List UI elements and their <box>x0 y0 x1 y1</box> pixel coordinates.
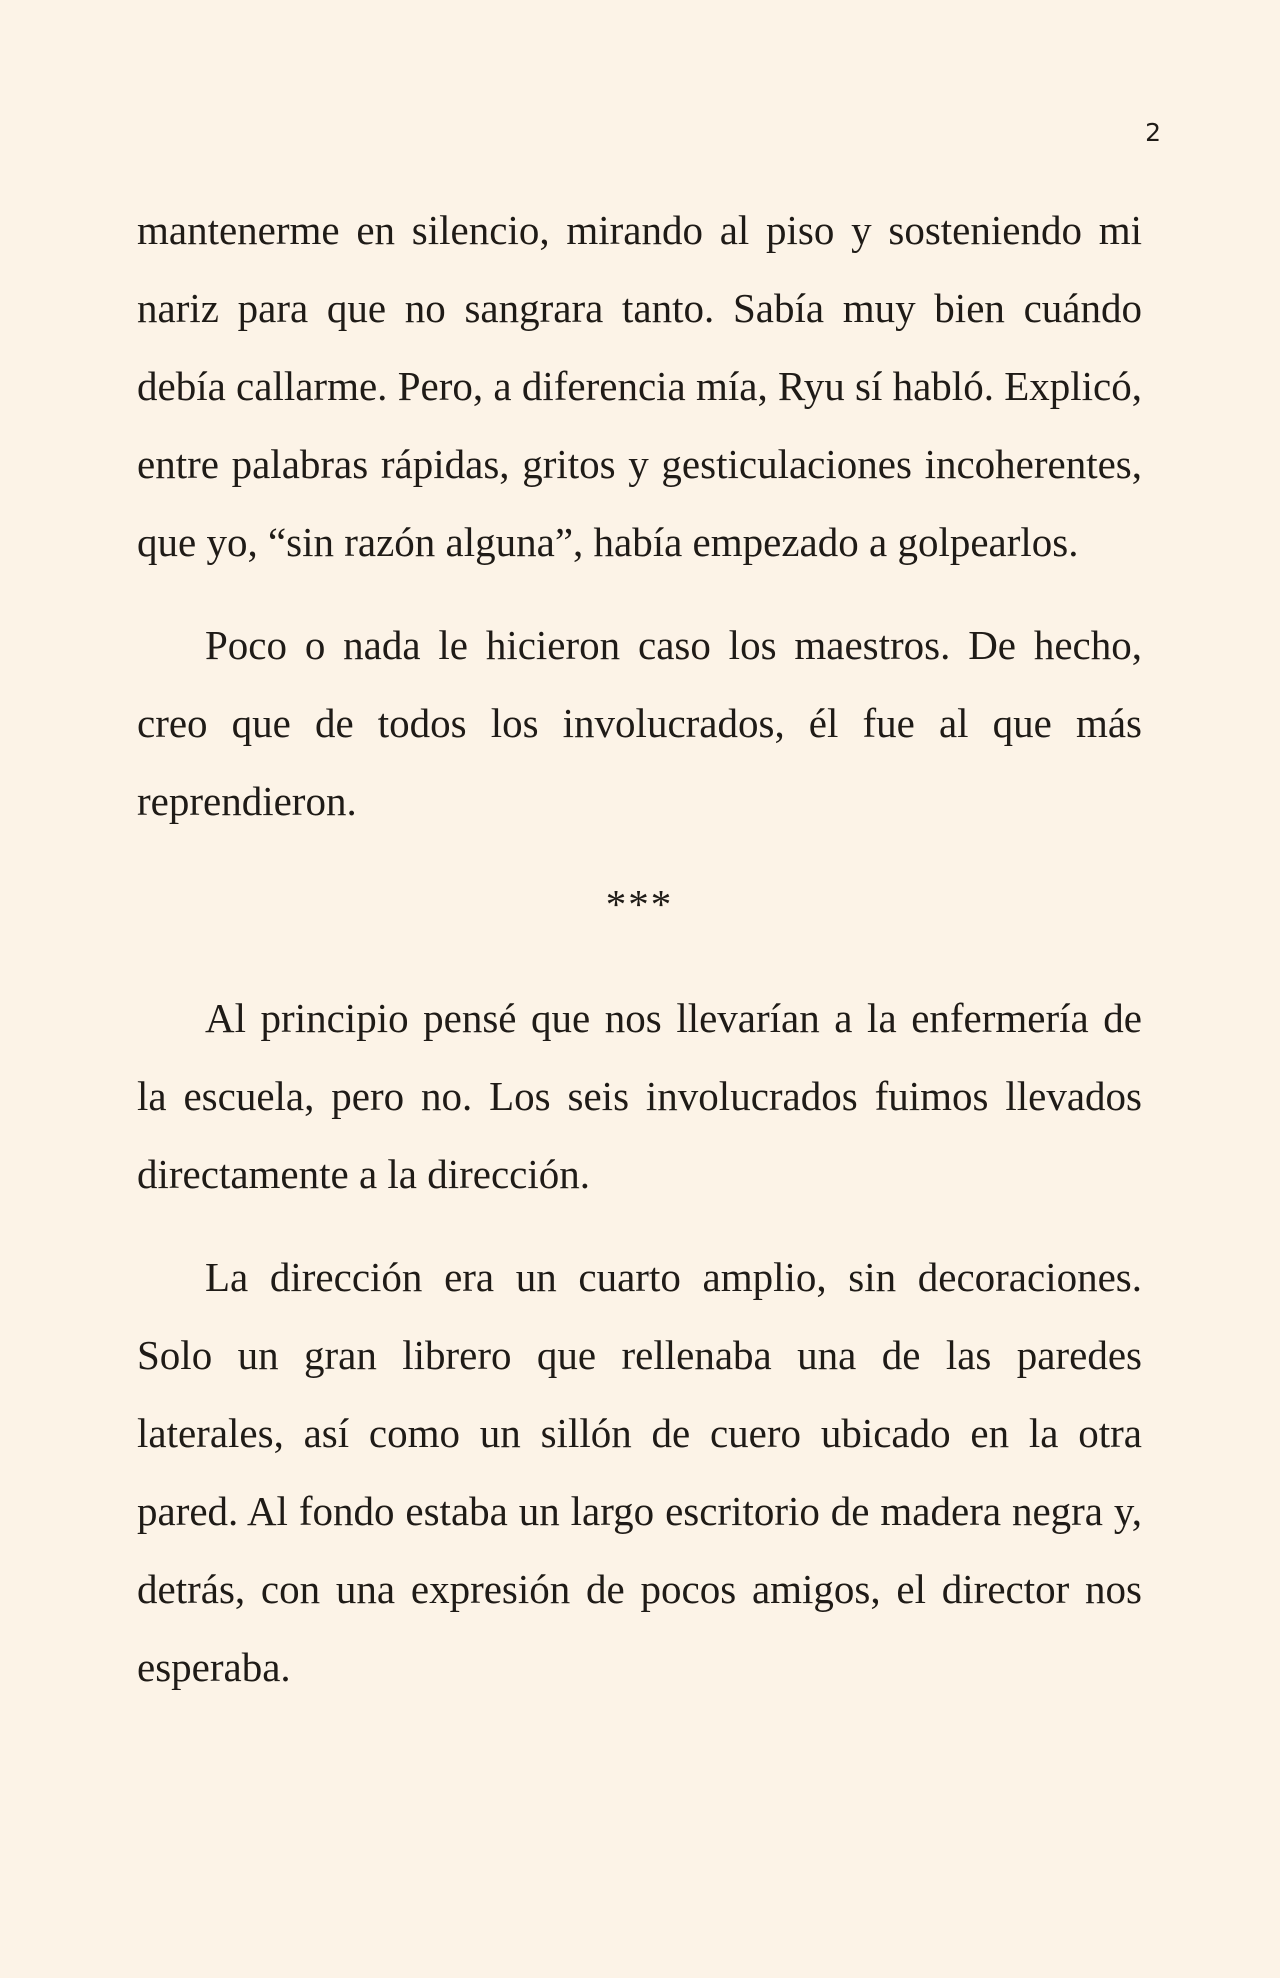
page-content <box>137 191 1142 1731</box>
paragraph-continuation: mantenerme en silencio, mirando al piso y sosteniendo mi nariz para que no sangrara tanto. Sabía muy bien cuándo debía callarme. Pero, a diferencia mía, Ryu sí habló. Explicó, entre palabras rápidas, gritos y gesticulaciones incoherentes, que yo, “sin razón alguna”, había empezado a golpearlos. <box>137 207 1142 565</box>
paragraph-teachers-reaction: Poco o nada le hicieron caso los maestros. De hecho, creo que de todos los involucrados, él fue al que más reprendieron. <box>137 622 1142 824</box>
scene-break: *** <box>605 881 674 927</box>
paragraph-taken-to-office: Al principio pensé que nos llevarían a la enfermería de la escuela, pero no. Los seis involucrados fuimos llevados directamente a la dirección. <box>137 995 1142 1197</box>
page-number: 2 <box>1145 118 1161 147</box>
paragraph-office-description: La dirección era un cuarto amplio, sin decoraciones. Solo un gran librero que rellenaba una de las paredes laterales, así como un sillón de cuero ubicado en la otra pared. Al fondo estaba un largo escritorio de madera negra y, detrás, con una expresión de pocos amigos, el director nos esperaba. <box>137 1254 1142 1690</box>
